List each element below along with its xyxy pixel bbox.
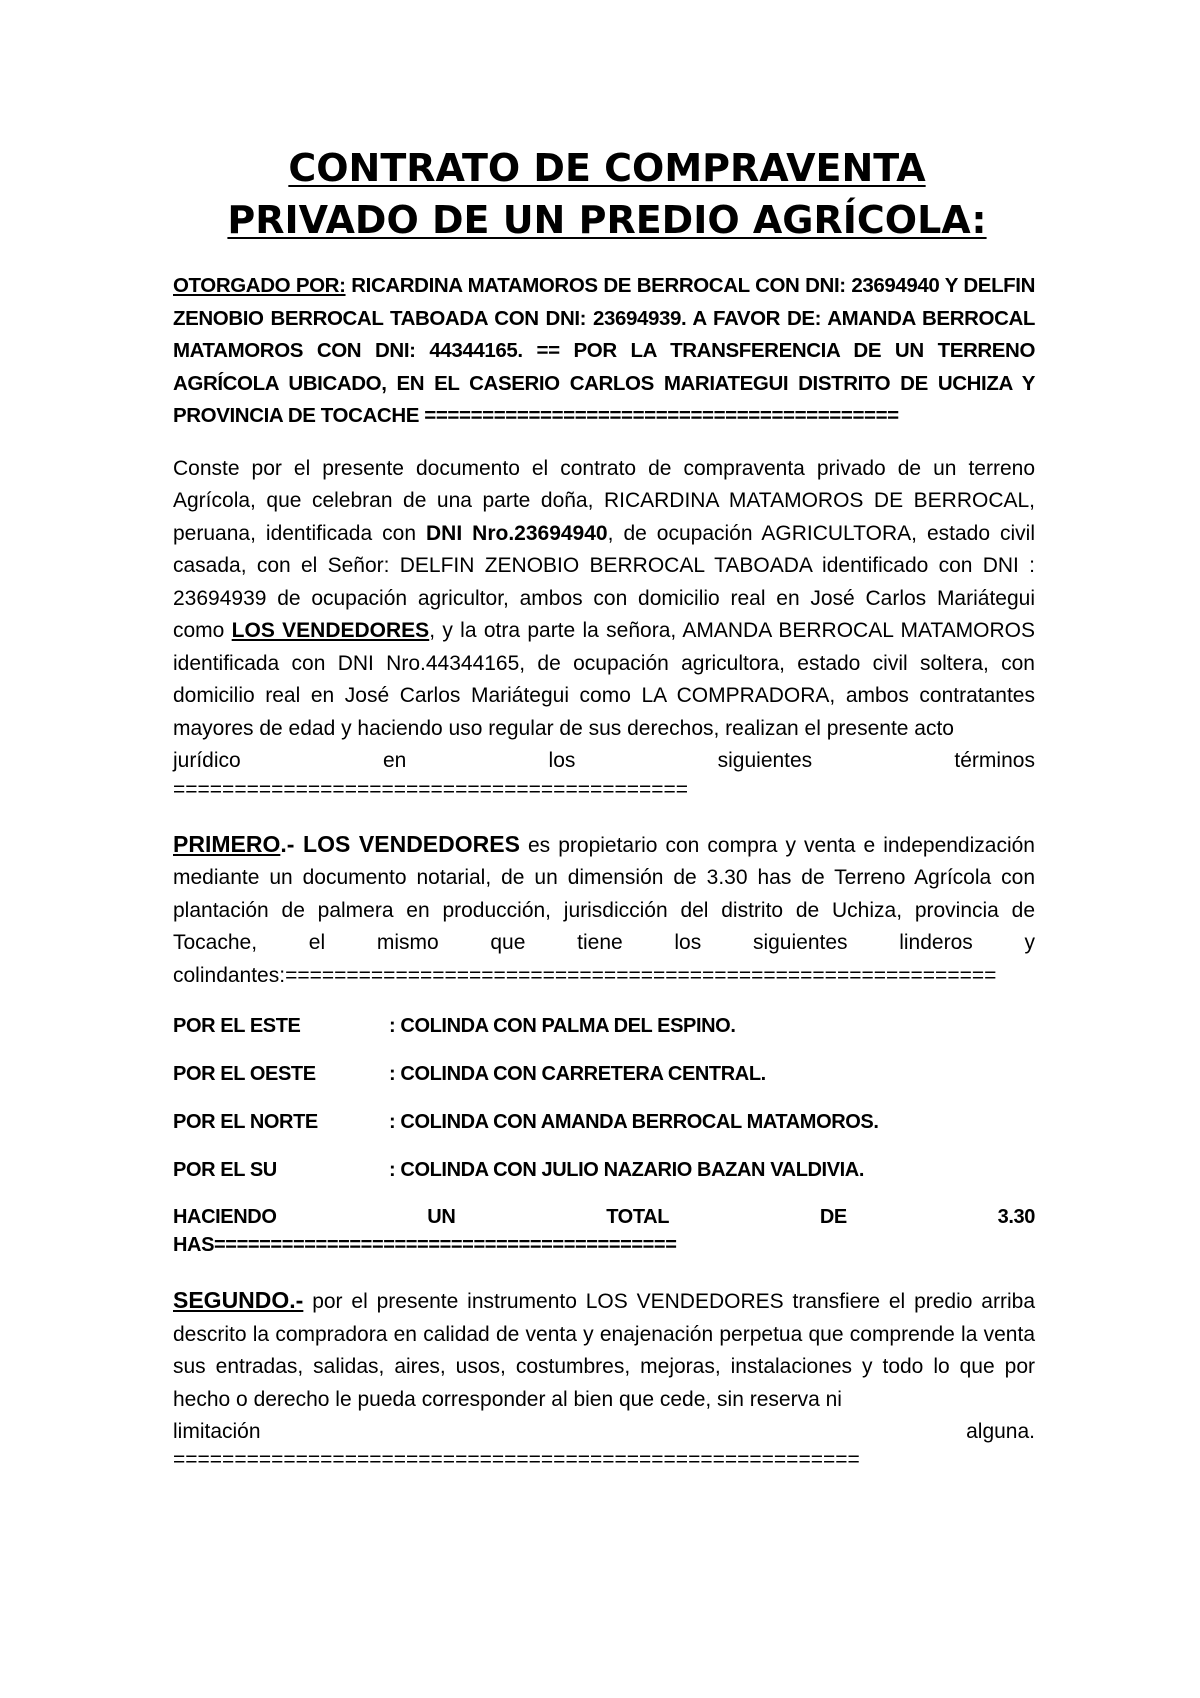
primero-text: es propietario con compra y venta e independización mediante un documento notarial, de un dimensión de 3.30 has de Terreno Agrícola con plantación de palmera en producción, jurisdicción del distrito de Uchiza, provincia de Tocache, el mismo que tiene los siguientes linderos y colindantes:==========================================================: [173, 833, 1035, 987]
total-word: 3.30: [997, 1206, 1035, 1228]
intro-word: jurídico: [173, 749, 241, 772]
lindero-value: : COLINDA CON AMANDA BERROCAL MATAMOROS.: [389, 1111, 879, 1133]
intro-word: los: [548, 749, 576, 772]
segundo-word: limitación: [173, 1420, 261, 1443]
lindero-row: [173, 1154, 1035, 1186]
lindero-value: : COLINDA CON JULIO NAZARIO BAZAN VALDIVIA.: [389, 1159, 865, 1181]
total-word: UN: [427, 1206, 456, 1228]
intro-text-3: , y la otra parte la señora, AMANDA BERROCAL MATAMOROS identificada con DNI Nro.44344165, de ocupación agricultora, estado civil soltera, con domicilio real en José Carlos Mariátegui como LA COMPRADORA, ambos contratantes mayores de edad y haciendo uso regular de sus derechos, realizan el presente acto: [173, 619, 1035, 740]
intro-last-line: [173, 745, 1035, 778]
total-word: HACIENDO: [173, 1206, 277, 1228]
intro-vendedores: LOS VENDEDORES: [231, 619, 430, 642]
primero-label: PRIMERO: [173, 830, 281, 857]
header-text: RICARDINA MATAMOROS DE BERROCAL CON DNI: 23694940 Y DELFIN ZENOBIO BERROCAL TABOADA CON DNI: 23694939. A FAVOR DE: AMANDA BERROCAL MATAMOROS CON DNI: 44344165. == POR LA TRANSFERENCIA DE UN TERRENO AGRÍCOLA UBICADO, EN EL CASERIO CARLOS MARIATEGUI DISTRITO DE UCHIZA Y PROVINCIA DE TOCACHE =========================================: [173, 274, 1036, 427]
header-paragraph: [173, 270, 1035, 433]
lindero-value: : COLINDA CON PALMA DEL ESPINO.: [389, 1015, 736, 1037]
intro-paragraph: [173, 453, 1035, 746]
intro-separator: ==========================================: [173, 777, 689, 801]
intro-text-1: Conste por el presente documento el contrato de compraventa privado de un terreno Agrícola, que celebran de una parte doña, RICARDINA MATAMOROS DE BERROCAL, peruana, identificada con: [173, 456, 1035, 545]
total-section: [173, 1202, 1035, 1258]
primero-paragraph: [173, 828, 1035, 993]
intro-word: en: [382, 749, 407, 772]
title-line-2: PRIVADO DE UN PREDIO AGRÍCOLA:: [227, 198, 987, 242]
intro-word: siguientes: [717, 749, 813, 772]
segundo-text: por el presente instrumento LOS VENDEDORES transfiere el predio arriba descrito la compradora en calidad de venta y enajenación perpetua que comprende la venta sus entradas, salidas, aires, usos, costumbres, mejoras, instalaciones y todo lo que por hecho o derecho le pueda corresponder al bien que cede, sin reserva ni: [173, 1290, 1035, 1411]
lindero-side: POR EL SU: [173, 1159, 277, 1181]
title-line-1: CONTRATO DE COMPRAVENTA: [288, 146, 926, 190]
primero-dash: .-: [280, 830, 295, 857]
lindero-side: POR EL ESTE: [173, 1015, 301, 1037]
total-word: DE: [819, 1206, 847, 1228]
lindero-side: POR EL OESTE: [173, 1063, 316, 1085]
intro-section: [173, 453, 1035, 802]
lindero-row: [173, 1010, 1035, 1042]
intro-text-2: , de ocupación AGRICULTORA, estado civil casada, con el Señor: DELFIN ZENOBIO BERROCAL TABOADA identificado con DNI : 23694939 de ocupación agricultor, ambos con domicilio real en José Carlos Mariátegui como: [173, 521, 1036, 642]
document-title: [173, 142, 1035, 246]
primero-subject: LOS VENDEDORES: [294, 830, 520, 857]
segundo-word: alguna.: [966, 1420, 1035, 1443]
lindero-row: [173, 1106, 1035, 1138]
total-line: [173, 1202, 1035, 1232]
lindero-side: POR EL NORTE: [173, 1111, 318, 1133]
total-line-2: HAS=========================================: [173, 1234, 677, 1256]
intro-word: términos: [954, 749, 1035, 772]
segundo-separator: ========================================================: [173, 1448, 860, 1471]
intro-dni-bold: DNI Nro.23694940: [426, 521, 608, 545]
segundo-paragraph: [173, 1284, 1035, 1416]
lindero-value: : COLINDA CON CARRETERA CENTRAL.: [389, 1063, 766, 1085]
segundo-label: SEGUNDO.-: [173, 1287, 304, 1313]
segundo-last-line: [173, 1416, 1035, 1449]
header-label: OTORGADO POR:: [173, 274, 346, 297]
lindero-row: [173, 1058, 1035, 1090]
total-word: TOTAL: [606, 1206, 670, 1228]
